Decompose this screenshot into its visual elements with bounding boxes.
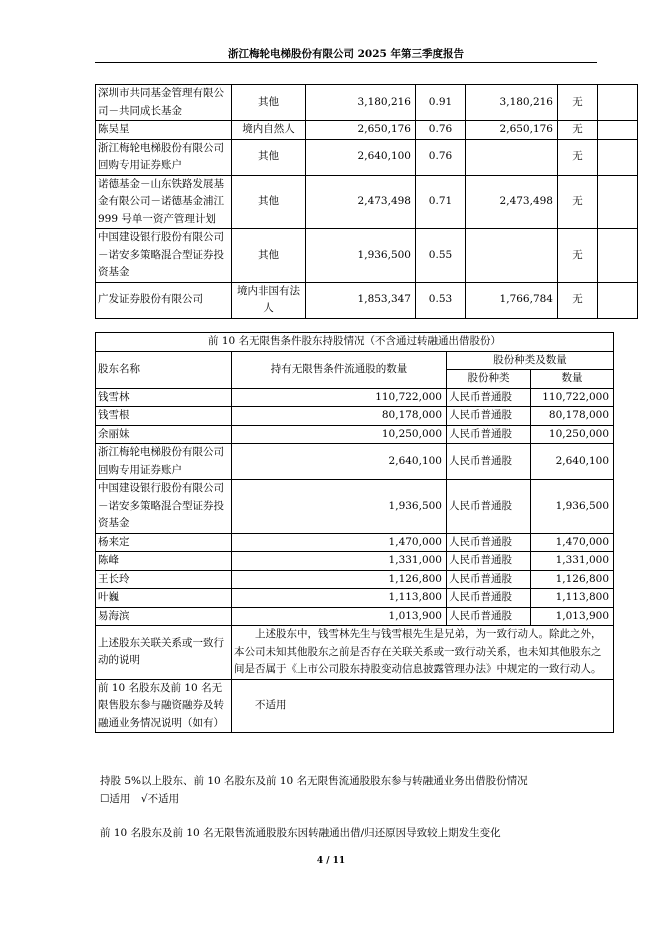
table-row <box>96 85 638 121</box>
holder-quantity: 80,178,000 <box>232 407 447 426</box>
restricted-quantity: 3,180,216 <box>466 85 558 121</box>
holder-share-type: 人民币普通股 <box>447 444 531 480</box>
relation-label: 上述股东关联关系或一致行动的说明 <box>96 626 232 680</box>
share-ratio: 0.91 <box>416 85 466 121</box>
holder-name: 陈峰 <box>96 552 232 571</box>
shareholder-name: 中国建设银行股份有限公司－诺安多策略混合型证券投资基金 <box>96 229 232 283</box>
restricted-quantity <box>466 139 558 175</box>
table-row <box>96 589 614 608</box>
holder-share-type: 人民币普通股 <box>447 607 531 626</box>
pledge-quantity <box>598 229 638 283</box>
share-ratio: 0.55 <box>416 229 466 283</box>
holder-share-type: 人民币普通股 <box>447 425 531 444</box>
holder-share-count: 1,936,500 <box>531 480 614 534</box>
holder-share-type: 人民币普通股 <box>447 533 531 552</box>
pledge-status: 无 <box>558 121 598 140</box>
holder-name: 易海滨 <box>96 607 232 626</box>
table-row <box>96 607 614 626</box>
pledge-quantity <box>598 85 638 121</box>
holder-share-count: 1,470,000 <box>531 533 614 552</box>
share-ratio: 0.76 <box>416 139 466 175</box>
column-header-name: 股东名称 <box>96 351 232 388</box>
holder-share-type: 人民币普通股 <box>447 570 531 589</box>
holder-share-type: 人民币普通股 <box>447 480 531 534</box>
holder-quantity: 1,331,000 <box>232 552 447 571</box>
table-row <box>96 282 638 318</box>
restricted-quantity: 2,473,498 <box>466 175 558 229</box>
share-quantity: 2,473,498 <box>306 175 416 229</box>
restricted-quantity: 2,650,176 <box>466 121 558 140</box>
lending-applicability: ☐适用 √不适用 <box>100 793 180 805</box>
column-header-share-group: 股份种类及数量 <box>447 351 614 370</box>
pledge-quantity <box>598 282 638 318</box>
share-ratio: 0.53 <box>416 282 466 318</box>
page-number: 4 / 11 <box>316 856 346 866</box>
share-ratio: 0.76 <box>416 121 466 140</box>
shareholder-name: 陈吴星 <box>96 121 232 140</box>
table-row <box>96 425 614 444</box>
column-header-count: 数量 <box>531 370 614 389</box>
holder-quantity: 110,722,000 <box>232 388 447 407</box>
section-title-row <box>96 333 614 352</box>
holder-share-count: 1,013,900 <box>531 607 614 626</box>
pledge-quantity <box>598 121 638 140</box>
holder-name: 中国建设银行股份有限公司－诺安多策略混合型证券投资基金 <box>96 480 232 534</box>
relation-row <box>96 626 614 680</box>
pledge-quantity <box>598 139 638 175</box>
shareholder-type: 境内非国有法人 <box>232 282 306 318</box>
holder-share-count: 2,640,100 <box>531 444 614 480</box>
table-row <box>96 121 638 140</box>
shareholder-name: 深圳市共同基金管理有限公司－共同成长基金 <box>96 85 232 121</box>
restricted-quantity <box>466 229 558 283</box>
margin-financing-label: 前 10 名股东及前 10 名无限售股东参与融资融券及转融通业务情况说明（如有） <box>96 679 232 733</box>
holder-quantity: 1,126,800 <box>232 570 447 589</box>
holder-name: 王长玲 <box>96 570 232 589</box>
pledge-status: 无 <box>558 282 598 318</box>
shareholder-type: 境内自然人 <box>232 121 306 140</box>
column-header-share-type: 股份种类 <box>447 370 531 389</box>
table-row <box>96 175 638 229</box>
table-row <box>96 407 614 426</box>
page-header: 浙江梅轮电梯股份有限公司 2025 年第三季度报告 <box>227 48 465 60</box>
table-row <box>96 533 614 552</box>
holder-share-type: 人民币普通股 <box>447 552 531 571</box>
shareholder-name: 诺德基金－山东铁路发展基金有限公司－诺德基金浦江 999 号单一资产管理计划 <box>96 175 232 229</box>
holder-quantity: 1,936,500 <box>232 480 447 534</box>
shareholder-name: 浙江梅轮电梯股份有限公司回购专用证券账户 <box>96 139 232 175</box>
top-shareholders-table-continued <box>95 84 638 319</box>
relation-text: 上述股东中，钱雪林先生与钱雪根先生是兄弟，为一致行动人。除此之外，本公司未知其他股东之前是否存在关联关系或一致行动关系，也未知其他股东之间是否属于《上市公司股东持股变动信息披露管理办法》中规定的一致行动人。 <box>232 626 614 680</box>
holder-name: 钱雪根 <box>96 407 232 426</box>
column-header-row <box>96 351 614 370</box>
holder-quantity: 1,113,800 <box>232 589 447 608</box>
share-quantity: 1,853,347 <box>306 282 416 318</box>
shareholder-type: 其他 <box>232 139 306 175</box>
holder-name: 余丽妹 <box>96 425 232 444</box>
holder-share-type: 人民币普通股 <box>447 407 531 426</box>
margin-financing-text: 不适用 <box>232 679 614 733</box>
holder-share-count: 1,126,800 <box>531 570 614 589</box>
pledge-status: 无 <box>558 175 598 229</box>
holder-name: 钱雪林 <box>96 388 232 407</box>
holder-share-type: 人民币普通股 <box>447 388 531 407</box>
share-quantity: 2,640,100 <box>306 139 416 175</box>
pledge-status: 无 <box>558 229 598 283</box>
holder-quantity: 2,640,100 <box>232 444 447 480</box>
holder-quantity: 1,013,900 <box>232 607 447 626</box>
holder-share-count: 1,113,800 <box>531 589 614 608</box>
margin-financing-row <box>96 679 614 733</box>
holder-share-type: 人民币普通股 <box>447 589 531 608</box>
holder-share-count: 110,722,000 <box>531 388 614 407</box>
holder-name: 杨来定 <box>96 533 232 552</box>
holder-name: 浙江梅轮电梯股份有限公司回购专用证券账户 <box>96 444 232 480</box>
shareholder-name: 广发证券股份有限公司 <box>96 282 232 318</box>
share-ratio: 0.71 <box>416 175 466 229</box>
table-row <box>96 552 614 571</box>
lending-section-title: 持股 5%以上股东、前 10 名股东及前 10 名无限售流通股股东参与转融通业务出借股份情况 <box>100 775 528 787</box>
share-quantity: 2,650,176 <box>306 121 416 140</box>
restricted-quantity: 1,766,784 <box>466 282 558 318</box>
change-section-title: 前 10 名股东及前 10 名无限售流通股股东因转融通出借/归还原因导致较上期发生变化 <box>100 827 501 839</box>
holder-share-count: 1,331,000 <box>531 552 614 571</box>
pledge-status: 无 <box>558 139 598 175</box>
holder-quantity: 10,250,000 <box>232 425 447 444</box>
holder-quantity: 1,470,000 <box>232 533 447 552</box>
share-quantity: 3,180,216 <box>306 85 416 121</box>
holder-share-count: 10,250,000 <box>531 425 614 444</box>
shareholder-type: 其他 <box>232 85 306 121</box>
table-row <box>96 139 638 175</box>
table-row <box>96 444 614 480</box>
holder-name: 叶巍 <box>96 589 232 608</box>
share-quantity: 1,936,500 <box>306 229 416 283</box>
pledge-status: 无 <box>558 85 598 121</box>
unrestricted-shareholders-table <box>95 332 614 733</box>
table-row <box>96 388 614 407</box>
header-divider <box>95 62 597 63</box>
section-title: 前 10 名无限售条件股东持股情况（不含通过转融通出借股份） <box>96 333 614 352</box>
table-row <box>96 570 614 589</box>
shareholder-type: 其他 <box>232 175 306 229</box>
column-header-quantity: 持有无限售条件流通股的数量 <box>232 351 447 388</box>
table-row <box>96 229 638 283</box>
shareholder-type: 其他 <box>232 229 306 283</box>
pledge-quantity <box>598 175 638 229</box>
holder-share-count: 80,178,000 <box>531 407 614 426</box>
table-row <box>96 480 614 534</box>
